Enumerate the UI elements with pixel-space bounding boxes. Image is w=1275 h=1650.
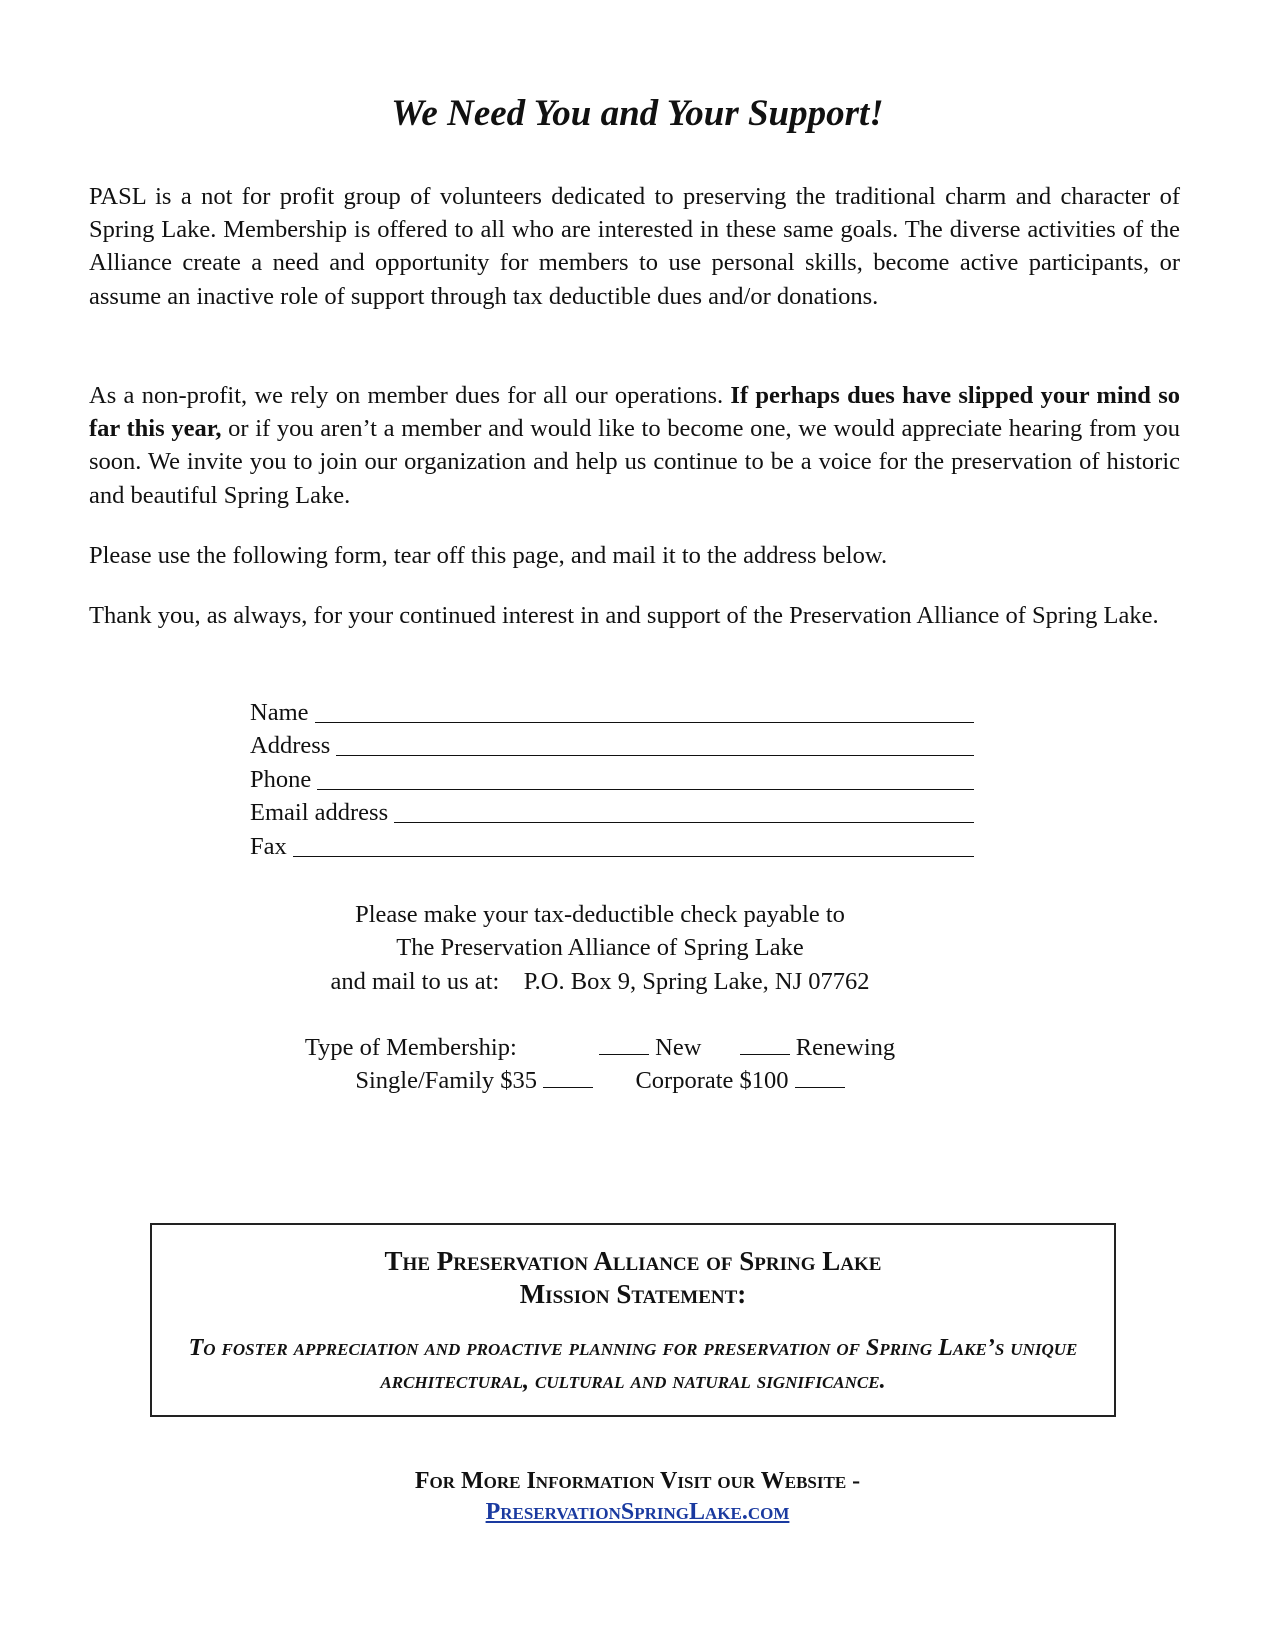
name-field[interactable]	[250, 695, 974, 728]
new-blank[interactable]	[599, 1053, 649, 1055]
mail-label: and mail to us at:	[330, 968, 500, 995]
mission-title-line1: The Preservation Alliance of Spring Lake	[384, 1246, 882, 1276]
single-family-label: Single/Family $35	[355, 1067, 538, 1094]
email-line[interactable]	[394, 822, 974, 823]
corporate-blank[interactable]	[795, 1086, 845, 1088]
phone-label: Phone	[250, 766, 312, 793]
mission-title-line2: Mission Statement:	[519, 1279, 747, 1309]
address-label: Address	[250, 732, 331, 759]
fax-field[interactable]	[250, 829, 974, 862]
dues-text-bold: If perhaps dues have slipped your mind so far this year,	[89, 382, 1180, 443]
new-label: New	[655, 1034, 702, 1061]
dues-text-start: As a non-profit, we rely on member dues for all our operations.	[89, 382, 731, 409]
instructions-paragraph: Please use the following form, tear off this page, and mail it to the address below.	[89, 542, 888, 569]
membership-type-row	[0, 1031, 1200, 1064]
dues-paragraph	[89, 379, 1180, 512]
name-label: Name	[250, 699, 309, 726]
mail-line	[0, 965, 1200, 998]
phone-field[interactable]	[250, 762, 974, 795]
payee-line: The Preservation Alliance of Spring Lake	[396, 934, 804, 961]
mission-statement-box	[150, 1223, 1116, 1417]
renewing-blank[interactable]	[740, 1053, 790, 1055]
name-line[interactable]	[315, 722, 975, 723]
mission-title	[152, 1245, 1114, 1311]
footer	[0, 1466, 1275, 1528]
single-family-blank[interactable]	[543, 1086, 593, 1088]
phone-line[interactable]	[317, 789, 974, 790]
page-title: We Need You and Your Support!	[391, 93, 884, 134]
address-line[interactable]	[336, 755, 974, 756]
email-field[interactable]	[250, 795, 974, 828]
footer-label: For More Information Visit our Website -	[414, 1468, 861, 1494]
fax-line[interactable]	[293, 856, 974, 857]
membership-type-label: Type of Membership:	[304, 1034, 517, 1061]
address-field[interactable]	[250, 728, 974, 761]
renewing-label: Renewing	[795, 1034, 896, 1061]
membership-level-row	[0, 1064, 1200, 1097]
thanks-paragraph: Thank you, as always, for your continued interest in and support of the Preservation Alliance of Spring Lake.	[89, 602, 1159, 629]
payable-line: Please make your tax-deductible check payable to	[355, 901, 845, 928]
dues-text-end: or if you aren’t a member and would like to become one, we would appreciate hearing from you soon. We invite you to join our organization and help us continue to be a voice for the preservation of historic and beautiful Spring Lake.	[89, 415, 1180, 509]
corporate-label: Corporate $100	[635, 1067, 789, 1094]
mission-text: To foster appreciation and proactive planning for preservation of Spring Lake’s unique architectural, cultural and natural significance.	[188, 1335, 1078, 1394]
fax-label: Fax	[250, 833, 287, 860]
intro-paragraph: PASL is a not for profit group of volunteers dedicated to preserving the traditional charm and character of Spring Lake. Membership is offered to all who are interested in these same goals. The diverse activities of the Alliance create a need and opportunity for members to use personal skills, become active participants, or assume an inactive role of support through tax deductible dues and/or donations.	[89, 183, 1180, 310]
email-label: Email address	[250, 799, 389, 826]
mail-address: P.O. Box 9, Spring Lake, NJ 07762	[523, 968, 870, 995]
website-link[interactable]: PreservationSpringLake.com	[485, 1499, 790, 1525]
